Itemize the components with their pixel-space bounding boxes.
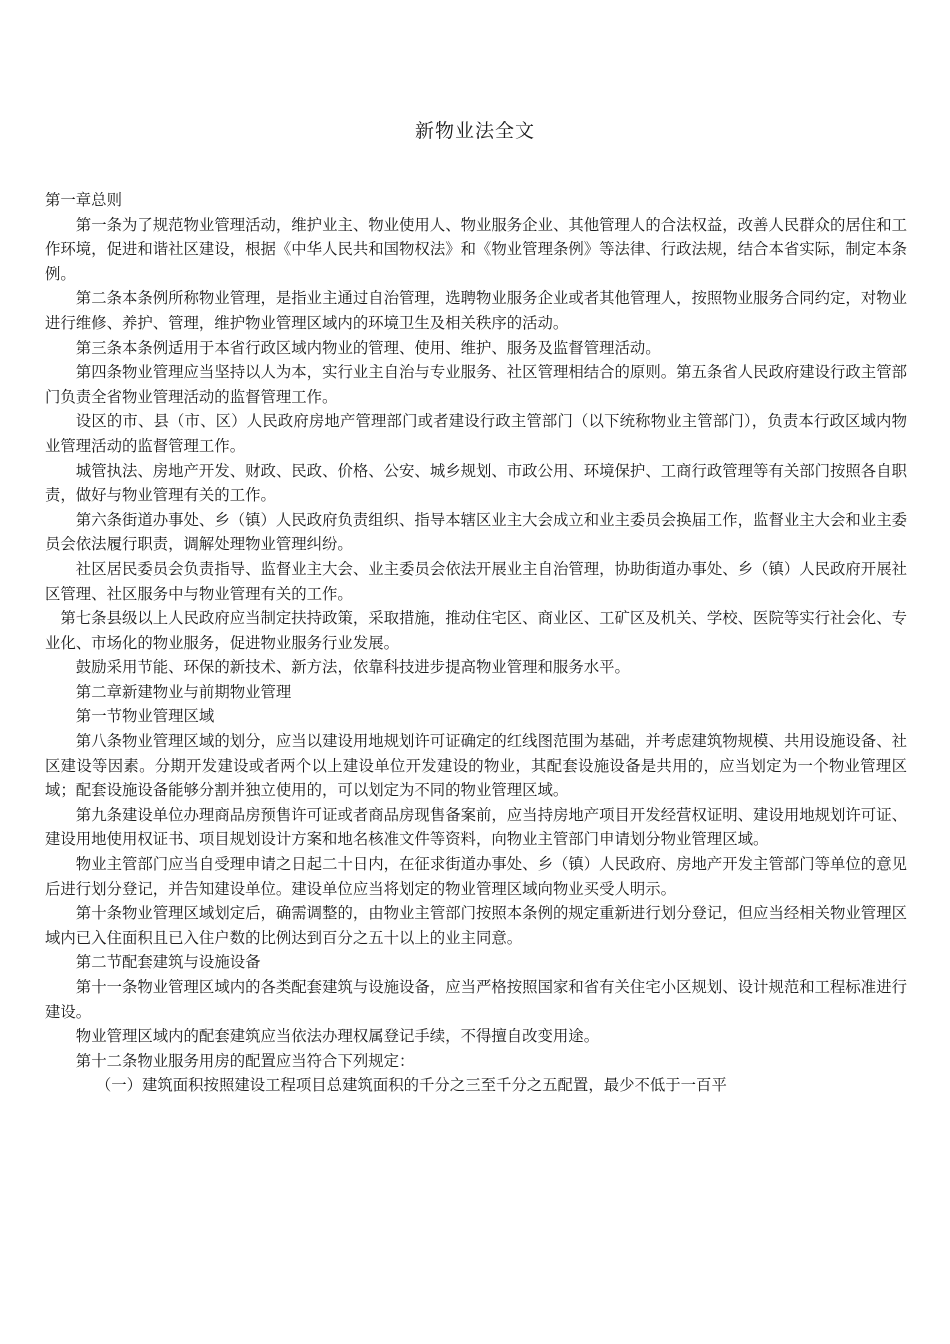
paragraph: （一）建筑面积按照建设工程项目总建筑面积的千分之三至千分之五配置，最少不低于一百平 <box>95 1076 727 1095</box>
paragraph: 第二章新建物业与前期物业管理 <box>75 682 292 701</box>
paragraph: 鼓励采用节能、环保的新技术、新方法，依靠科技进步提高物业管理和服务水平。 <box>75 658 630 677</box>
paragraph: 第八条物业管理区域的划分，应当以建设用地规划许可证确定的红线图范围为基础，并考虑建筑物规模、共用设施设备、社区建设等因素。分期开发建设或者两个以上建设单位开发建设的物业，其配套设施设备是共用的，应当划定为一个物业管理区域；配套设施设备能够分割并独立使用的，可以划定为不同的物业管理区域。 <box>45 732 907 800</box>
paragraph: 第六条街道办事处、乡（镇）人民政府负责组织、指导本辖区业主大会成立和业主委员会换届工作，监督业主大会和业主委员会依法履行职责，调解处理物业管理纠纷。 <box>45 510 907 554</box>
paragraph: 第七条县级以上人民政府应当制定扶持政策，采取措施，推动住宅区、商业区、工矿区及机关、学校、医院等实行社会化、专业化、市场化的物业服务，促进物业服务行业发展。 <box>45 609 907 652</box>
document-title: 新物业法全文 <box>414 120 535 142</box>
paragraph: 城管执法、房地产开发、财政、民政、价格、公安、城乡规划、市政公用、环境保护、工商行政管理等有关部门按照各自职责，做好与物业管理有关的工作。 <box>45 461 907 505</box>
paragraph: 第二节配套建筑与设施设备 <box>75 953 261 972</box>
paragraph: 物业主管部门应当自受理申请之日起二十日内，在征求街道办事处、乡（镇）人民政府、房地产开发主管部门等单位的意见后进行划分登记，并告知建设单位。建设单位应当将划定的物业管理区域向物业买受人明示。 <box>45 855 907 898</box>
document-body <box>45 188 907 1098</box>
paragraph: 第二条本条例所称物业管理，是指业主通过自治管理，选聘物业服务企业或者其他管理人，按照物业服务合同约定，对物业进行维修、养护、管理，维护物业管理区域内的环境卫生及相关秩序的活动。 <box>45 289 907 332</box>
paragraph: 第十一条物业管理区域内的各类配套建筑与设施设备，应当严格按照国家和省有关住宅小区规划、设计规范和工程标准进行建设。 <box>45 978 907 1021</box>
paragraph: 第三条本条例适用于本省行政区域内物业的管理、使用、维护、服务及监督管理活动。 <box>75 338 661 357</box>
paragraph: 社区居民委员会负责指导、监督业主大会、业主委员会依法开展业主自治管理，协助街道办事处、乡（镇）人民政府开展社区管理、社区服务中与物业管理有关的工作。 <box>45 559 907 603</box>
paragraph: 第十二条物业服务用房的配置应当符合下列规定： <box>75 1051 415 1070</box>
paragraph: 第九条建设单位办理商品房预售许可证或者商品房现售备案前，应当持房地产项目开发经营权证明、建设用地规划许可证、建设用地使用权证书、项目规划设计方案和地名核准文件等资料，向物业主管部门申请划分物业管理区域。 <box>45 805 907 849</box>
paragraph: 第一章总则 <box>45 191 122 209</box>
paragraph: 第四条物业管理应当坚持以人为本，实行业主自治与专业服务、社区管理相结合的原则。第五条省人民政府建设行政主管部门负责全省物业管理活动的监督管理工作。 <box>45 363 907 406</box>
paragraph: 第十条物业管理区域划定后，确需调整的，由物业主管部门按照本条例的规定重新进行划分登记，但应当经相关物业管理区域内已入住面积且已入住户数的比例达到百分之五十以上的业主同意。 <box>45 904 907 947</box>
paragraph: 第一条为了规范物业管理活动，维护业主、物业使用人、物业服务企业、其他管理人的合法权益，改善人民群众的居住和工作环境，促进和谐社区建设，根据《中华人民共和国物权法》和《物业管理条例》等法律、行政法规，结合本省实际，制定本条例。 <box>45 215 907 283</box>
paragraph: 设区的市、县（市、区）人民政府房地产管理部门或者建设行政主管部门（以下统称物业主管部门），负责本行政区域内物业管理活动的监督管理工作。 <box>45 412 907 455</box>
paragraph: 第一节物业管理区域 <box>75 707 215 726</box>
paragraph: 物业管理区域内的配套建筑应当依法办理权属登记手续，不得擅自改变用途。 <box>75 1027 600 1046</box>
